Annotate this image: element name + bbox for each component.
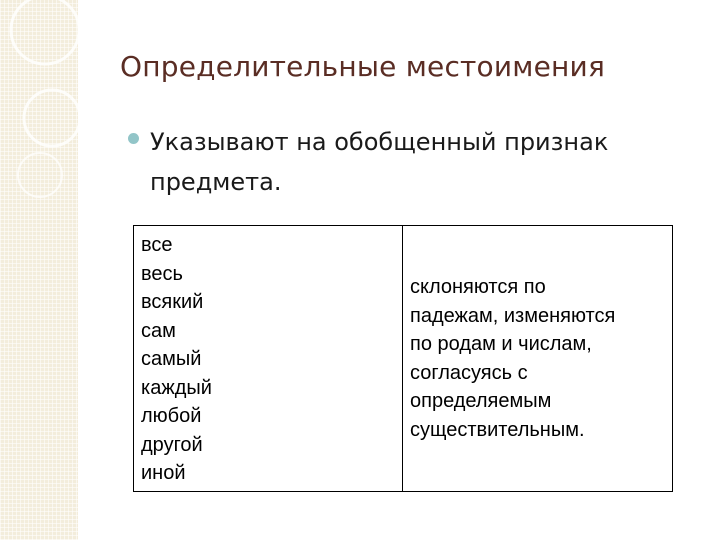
slide-title: Определительные местоимения	[120, 50, 605, 83]
decorative-circles-icon	[0, 0, 78, 540]
pronoun-table	[133, 225, 673, 492]
description-line: склоняются по	[410, 276, 546, 298]
description-line: падежам, изменяются	[410, 304, 616, 327]
pronoun-list	[141, 231, 402, 488]
description-line: согласуясь с	[410, 361, 528, 384]
list-item: каждый	[141, 376, 212, 399]
description-line: существительным.	[410, 418, 585, 441]
bullet-icon	[128, 133, 139, 144]
list-item: все	[141, 234, 173, 256]
list-item: иной	[141, 462, 186, 484]
description-line: по родам и числам,	[410, 333, 592, 355]
list-item: самый	[141, 348, 202, 370]
decorative-side-band	[0, 0, 78, 540]
description-line: определяемым	[410, 390, 552, 412]
list-item: сам	[141, 319, 176, 342]
list-item: весь	[141, 262, 183, 285]
list-item: любой	[141, 405, 202, 427]
bullet-text: Указывают на обобщенный признак предмета.	[150, 128, 609, 196]
list-item: другой	[141, 433, 203, 456]
list-item: всякий	[141, 291, 204, 313]
description-cell	[403, 226, 672, 491]
pronoun-list-cell	[134, 226, 403, 491]
